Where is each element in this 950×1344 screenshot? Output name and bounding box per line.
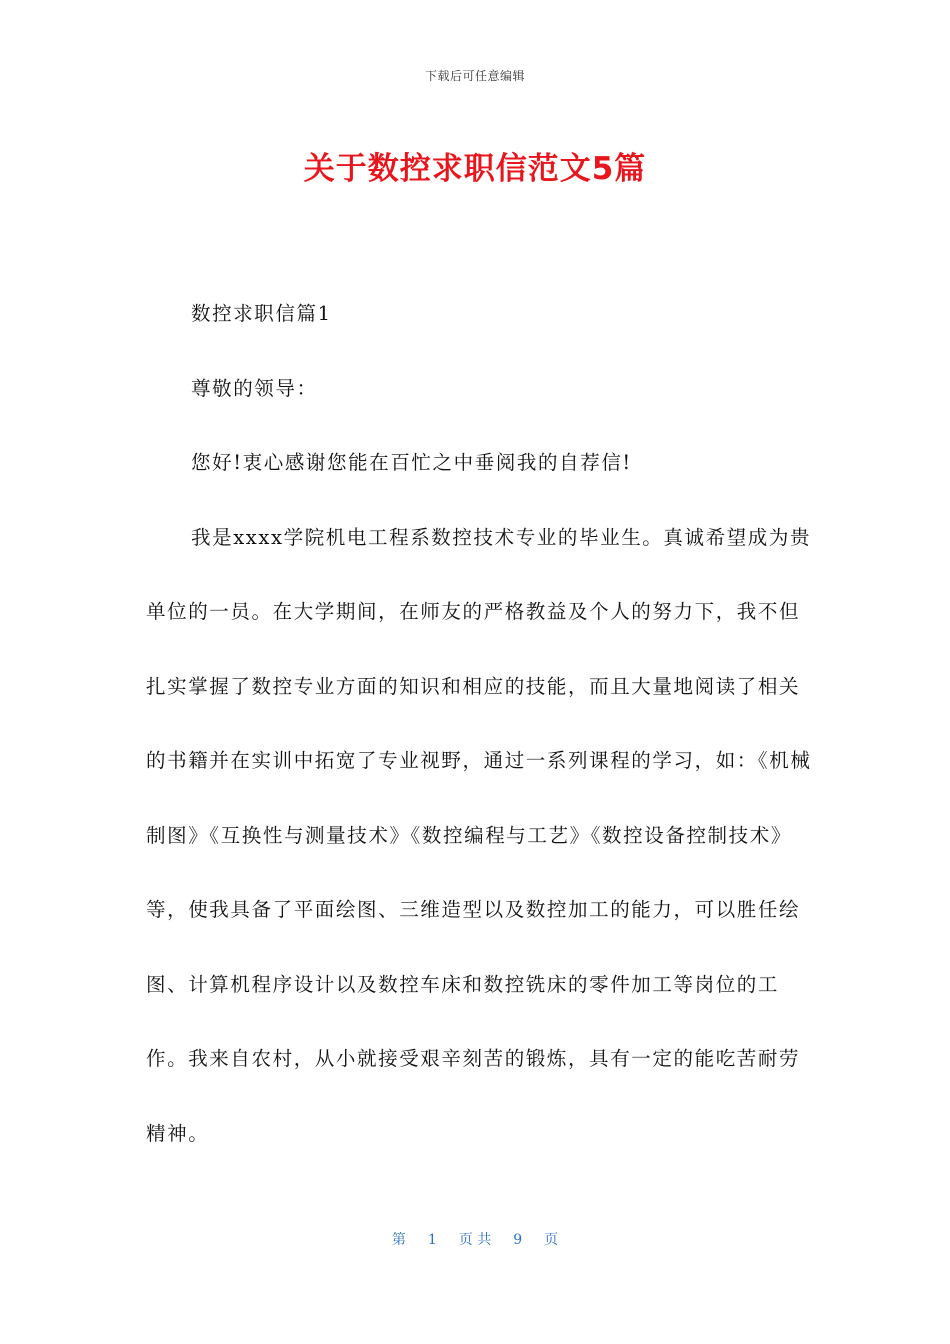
footer-page-number: 1 bbox=[427, 1232, 437, 1248]
footer-ye-gong: 页 共 bbox=[458, 1232, 492, 1248]
page-footer bbox=[0, 1229, 950, 1249]
footer-ye: 页 bbox=[544, 1232, 559, 1248]
body-paragraph: 我是xxxx学院机电工程系数控技术专业的毕业生。真诚希望成为贵单位的一员。在大学期间，在师友的严格教益及个人的努力下，我不但扎实掌握了数控专业方面的知识和相应的技能，而且大量地阅读了相关的书籍并在实训中拓宽了专业视野，通过一系列课程的学习，如：《机械制图》《互换性与测量技术》《数控编程与工艺》《数控设备控制技术》等，使我具备了平面绘图、三维造型以及数控加工的能力，可以胜任绘图、计算机程序设计以及数控车床和数控铣床的零件加工等岗位的工作。我来自农村，从小就接受艰辛刻苦的锻炼，具有一定的能吃苦耐劳精神。 bbox=[146, 525, 812, 1145]
footer-total-pages: 9 bbox=[513, 1232, 523, 1248]
document-body bbox=[146, 277, 816, 1171]
header-note: 下载后可任意编辑 bbox=[424, 69, 525, 83]
section-heading: 数控求职信篇1 bbox=[191, 302, 332, 325]
salutation: 尊敬的领导： bbox=[191, 376, 318, 400]
greeting-paragraph: 您好!衷心感谢您能在百忙之中垂阅我的自荐信! bbox=[191, 451, 632, 474]
footer-di: 第 bbox=[391, 1232, 406, 1248]
document-title: 关于数控求职信范文5篇 bbox=[303, 151, 647, 187]
